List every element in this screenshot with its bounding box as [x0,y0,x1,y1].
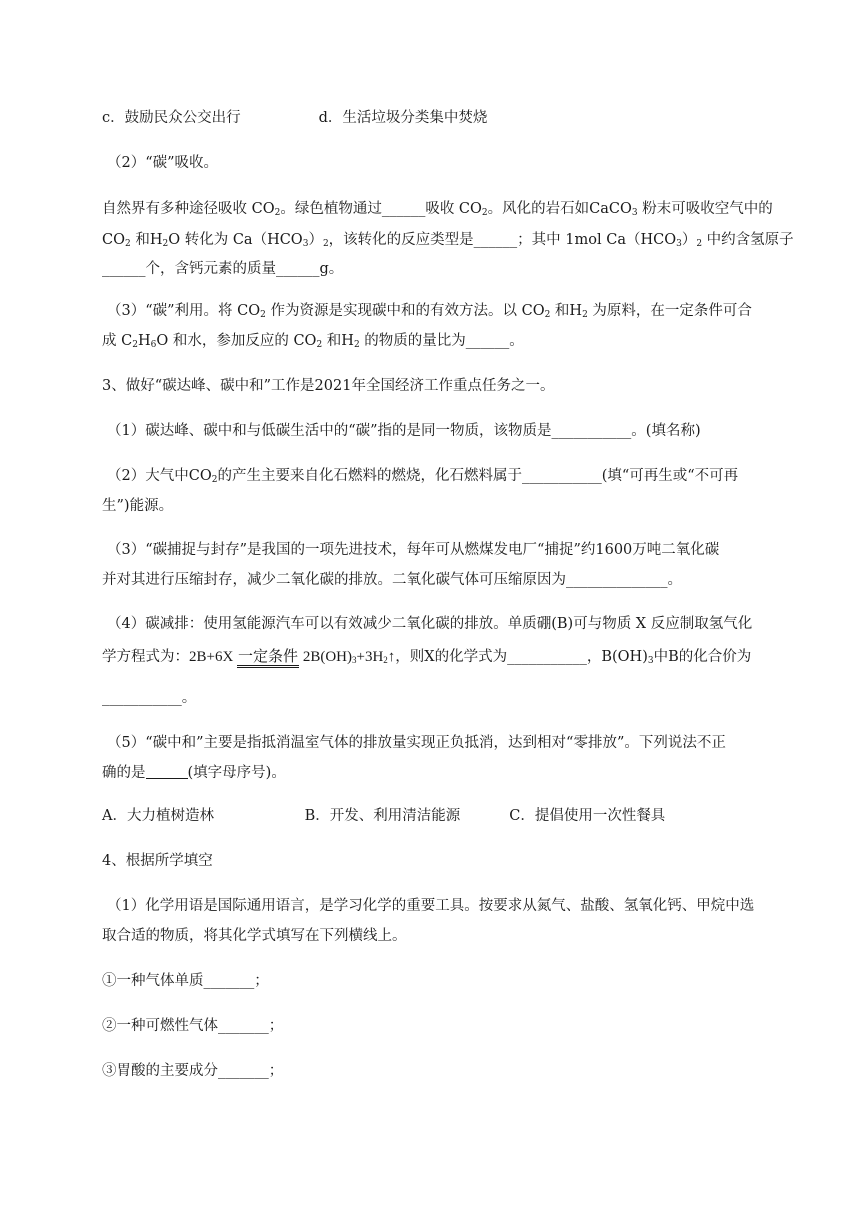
eq-right: 2B(OH) [299,649,352,665]
text: H [137,333,151,349]
reaction-condition: 一定条件 [238,649,299,665]
gas-arrow-icon: ↑ [387,649,396,665]
sub: 6 [150,340,157,350]
text: 粉末可吸收空气中的 [637,201,773,217]
text: 成 C [102,333,133,349]
option-c: C．提倡使用一次性餐具 [509,808,666,824]
sub: 2 [544,310,551,320]
question-4-title: 4、根据所学填空 [102,853,213,869]
question-4-1-line-2: 取合适的物质，将其化学式填写在下列横线上。 [102,928,407,944]
text: ，则X的化学式为___________，B(OH) [395,649,648,665]
absorption-para-line-3: ______个，含钙元素的质量______g。 [102,261,344,277]
absorption-para-line-1 [102,199,802,219]
chemical-equation [189,649,395,665]
text: ） [681,232,697,248]
question-3-5-line-1: （5）“碳中和”主要是指抵消温室气体的排放量实现正负抵消，达到相对“零排放”。下列说法不正 [107,735,726,751]
question-3-2-line-2: 生”)能源。 [102,498,174,514]
text: 确的是 [102,765,146,781]
option-a: A．大力植树造林 [102,808,214,824]
text: （3）“碳”利用。将 CO [107,303,261,319]
sub: 3 [351,655,357,665]
sub: 2 [316,340,323,350]
text: 。绿色植物通过______吸收 CO [280,201,482,217]
sub: 2 [481,208,488,218]
question-3-1: （1）碳达峰、碳中和与低碳生活中的“碳”指的是同一物质，该物质是___________。(填名称) [107,423,701,439]
subquestion-2-3-line-1 [107,301,807,321]
absorption-para-line-2 [102,230,802,250]
question-3-5-line-2 [102,763,802,783]
question-3-4-line-2 [102,647,802,667]
question-3-title: 3、做好“碳达峰、碳中和”工作是2021年全国经济工作重点任务之一。 [102,378,555,394]
eq-left: 2B+6X [189,649,238,665]
text: (填字母序号)。 [187,765,286,781]
sub: 3 [302,239,309,249]
sub: 3 [631,208,638,218]
text: 学方程式为： [102,649,189,665]
question-3-4-line-1: （4）碳减排：使用氢能源汽车可以有效减少二氧化碳的排放。单质硼(B)可与物质 X 反应制取氢气化 [107,616,753,632]
options-line-cd [102,108,802,128]
text: 的物质的量比为______。 [359,333,524,349]
sub: 2 [124,239,131,249]
text: 作为资源是实现碳中和的有效方法。以 CO [265,303,545,319]
subquestion-2-2-title: （2）“碳”吸收。 [107,155,219,171]
text: 和H [550,303,583,319]
question-3-5-options [102,806,802,826]
text: CO [102,232,125,248]
text: O 和水，参加反应的 CO [156,333,317,349]
sub: 3 [647,656,654,666]
answer-blank [146,764,188,779]
question-3-2-line-1 [107,466,807,486]
sub: 2 [132,340,138,350]
option-c: c．鼓励民众公交出行 [102,110,241,126]
text: 自然界有多种途径吸收 CO [102,201,275,217]
text: （2）大气中CO [107,468,212,484]
question-3-3-line-2: 并对其进行压缩封存，减少二氧化碳的排放。二氧化碳气体可压缩原因为______________。 [102,572,682,588]
text: 和H [322,333,354,349]
sub: 2 [260,310,266,320]
question-3-3-line-1: （3）“碳捕捉与封存”是我国的一项先进技术，每年可从燃煤发电厂“捕捉”约1600万吨二氧化碳 [107,542,720,558]
question-3-4-line-3: ___________。 [102,690,197,706]
sub: 2 [353,340,360,350]
text: 。风化的岩石如CaCO [487,201,632,217]
subquestion-2-3-line-2 [102,331,802,351]
option-d: d．生活垃圾分类集中焚烧 [318,110,488,126]
text: 的产生主要来自化石燃料的燃烧，化石燃料属于___________(填“可再生或“不可再 [217,468,739,484]
text: 和H [130,232,163,248]
sub: 2 [383,655,388,665]
sub: 2 [211,475,218,485]
sub: 2 [696,239,703,249]
question-4-item-1: ①一种气体单质_______； [102,973,269,989]
text: ，该转化的反应类型是______；其中 1mol Ca（HCO [328,232,677,248]
text: 中B的化合价为 [653,649,752,665]
text: 为原料，在一定条件可合 [587,303,752,319]
question-4-item-2: ②一种可燃性气体_______； [102,1018,284,1034]
text: ） [308,232,323,248]
text: 中约含氢原子 [702,232,794,248]
question-4-1-line-1: （1）化学用语是国际通用语言，是学习化学的重要工具。按要求从氮气、盐酸、氢氧化钙、甲烷中选 [107,898,755,914]
text: O 转化为 Ca（HCO [168,232,303,248]
option-b: B．开发、利用清洁能源 [304,808,461,824]
sub: 2 [582,310,588,320]
eq-right-2: +3H [356,649,384,665]
sub: 2 [322,239,329,249]
sub: 3 [676,239,682,249]
sub: 2 [274,208,281,218]
question-4-item-3: ③胃酸的主要成分_______； [102,1063,284,1079]
sub: 2 [162,239,169,249]
